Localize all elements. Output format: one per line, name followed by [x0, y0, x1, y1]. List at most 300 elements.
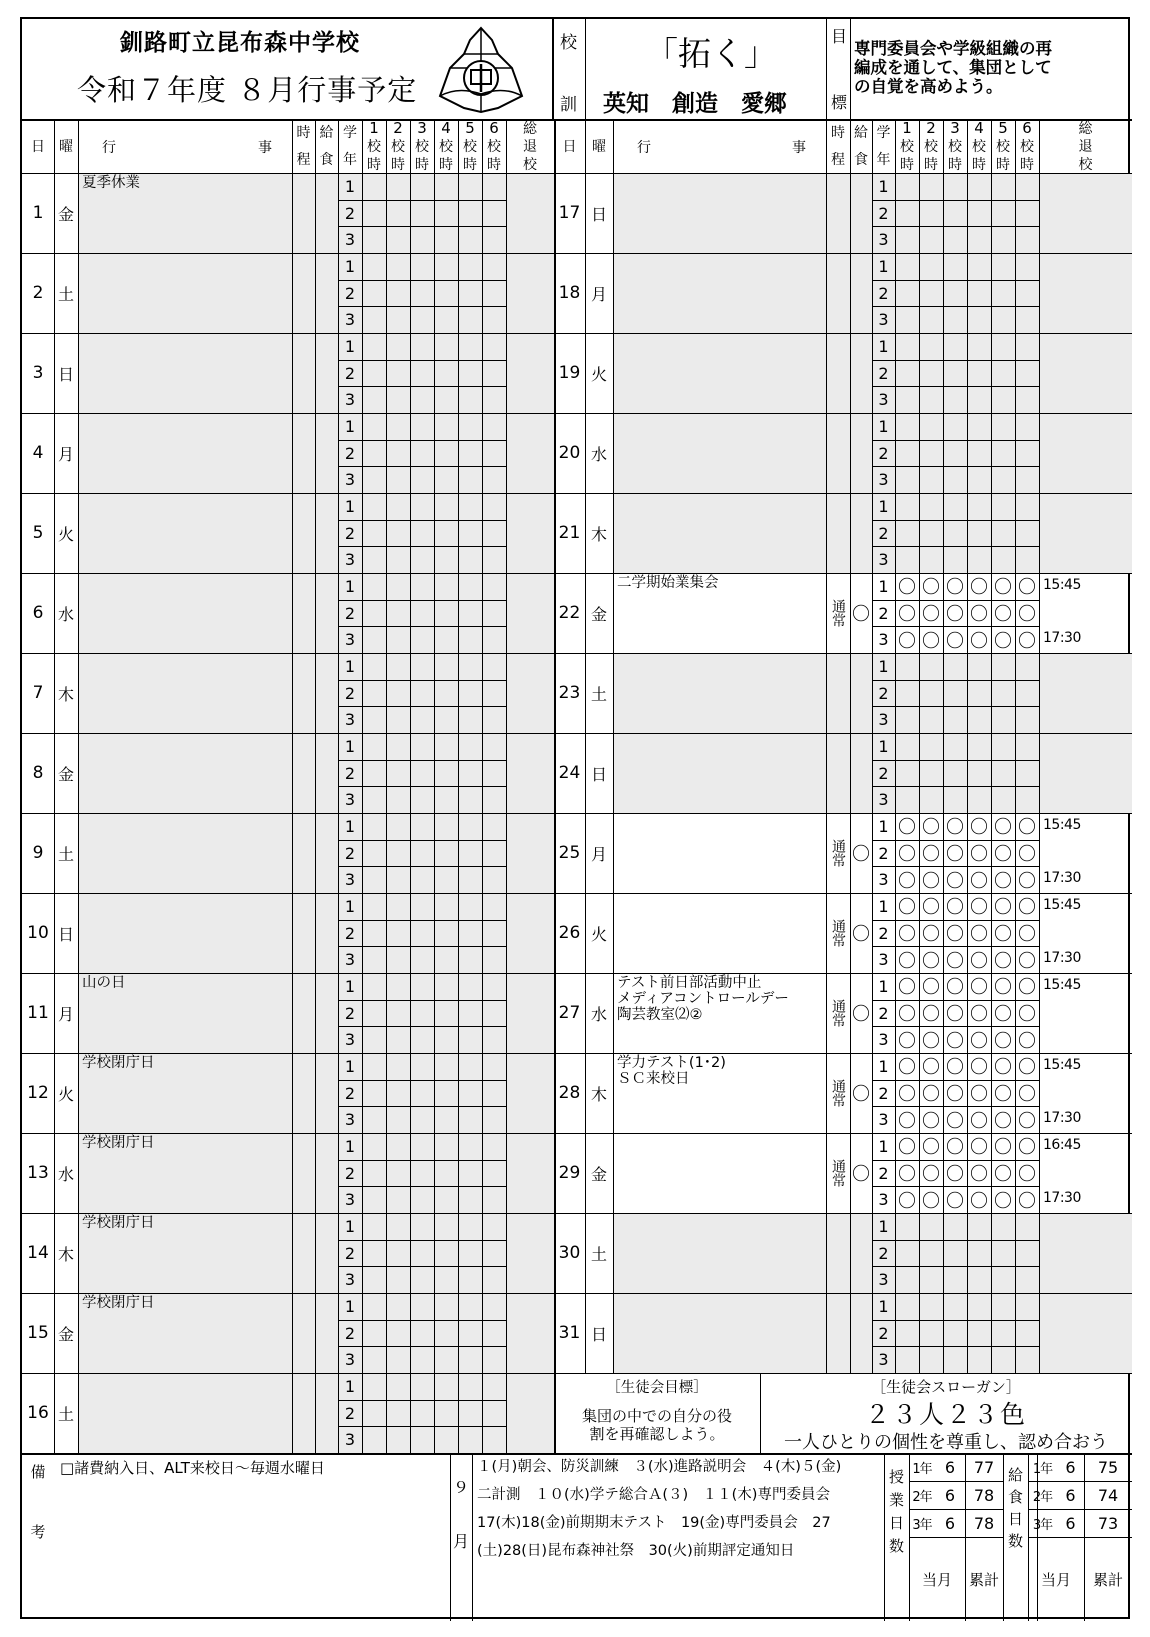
left-col-period-3-0: 3 [417, 119, 427, 137]
grid-line [22, 253, 554, 254]
right-weekday: 水 [590, 1004, 607, 1024]
right-period-mark: 〇 [946, 604, 964, 626]
left-grade-number: 3 [344, 1190, 356, 1210]
right-period-mark: 〇 [922, 1190, 940, 1212]
right-grade-number: 1 [878, 496, 889, 516]
left-col-period-3-2: 時 [415, 157, 429, 173]
left-grade-number: 2 [344, 1003, 356, 1023]
grid-line [338, 1240, 506, 1241]
right-event-text: 学力テスト(1･2) [617, 1055, 726, 1071]
left-weekday: 金 [57, 204, 74, 224]
right-period-mark: 〇 [898, 1057, 916, 1079]
left-col-period-6-0: 6 [489, 119, 499, 137]
right-grade-number: 3 [878, 630, 889, 650]
grid-line [872, 386, 1039, 387]
right-period-mark: 〇 [922, 1084, 940, 1106]
grid-line [386, 119, 387, 1453]
grid-line [613, 119, 614, 1373]
left-event-text: 学校閉庁日 [82, 1055, 155, 1071]
grid-line [554, 333, 1132, 334]
right-grade-number: 1 [878, 256, 889, 276]
grid-line [338, 226, 506, 227]
grid-line [22, 1053, 554, 1054]
right-day-number: 28 [558, 1083, 581, 1103]
right-period-mark: 〇 [994, 950, 1012, 972]
left-weekday: 日 [57, 924, 74, 944]
right-col-dismissal-1: 退 [1078, 139, 1093, 155]
council-slogan-main: ２３人２３色 [864, 1400, 1027, 1429]
right-period-mark: 〇 [994, 1084, 1012, 1106]
right-period-mark: 〇 [970, 1084, 988, 1106]
right-grade-number: 2 [878, 843, 889, 863]
left-grade-number: 2 [344, 603, 356, 623]
right-schedule-text: 通常 [830, 1079, 846, 1107]
grid-line [338, 440, 506, 441]
left-col-weekday: 曜 [59, 139, 73, 155]
left-col-period-5-0: 5 [465, 119, 475, 137]
left-weekday: 水 [57, 604, 74, 624]
left-grade-number: 1 [344, 496, 356, 516]
right-grade-number: 1 [878, 576, 889, 596]
right-period-mark: 〇 [922, 630, 940, 652]
motto-label-2: 訓 [560, 95, 577, 115]
left-grade-number: 3 [344, 710, 356, 730]
right-period-mark: 〇 [970, 977, 988, 999]
grid-line [554, 973, 1132, 974]
left-col-event-right: 事 [258, 140, 272, 156]
right-period-mark: 〇 [922, 1057, 940, 1079]
right-col-period-2-2: 時 [924, 157, 938, 173]
grid-line [585, 119, 586, 1373]
grid-line [872, 226, 1039, 227]
grid-line [872, 1160, 1039, 1161]
grid-line [434, 119, 435, 1453]
remarks-label-2: 考 [30, 1522, 46, 1541]
right-col-period-4-0: 4 [974, 119, 984, 137]
left-grade-number: 3 [344, 1270, 356, 1290]
grid-line [554, 573, 1132, 574]
grid-line [338, 1000, 506, 1001]
left-col-period-1-2: 時 [367, 157, 381, 173]
grid-line [872, 760, 1039, 761]
left-col-period-2-0: 2 [393, 119, 403, 137]
left-weekday: 土 [57, 844, 74, 864]
grid-line [338, 520, 506, 521]
left-day-number: 14 [27, 1243, 49, 1263]
left-weekday: 金 [57, 764, 74, 784]
right-period-mark: 〇 [1018, 1190, 1036, 1212]
right-period-mark: 〇 [1018, 977, 1036, 999]
right-weekday: 日 [590, 204, 607, 224]
right-grade-number: 1 [878, 1056, 889, 1076]
right-col-period-5-2: 時 [996, 157, 1010, 173]
right-grade-number: 2 [878, 443, 889, 463]
lunch-days-month-label: 当月 [1040, 1570, 1071, 1589]
right-grade-number: 2 [878, 1323, 889, 1343]
right-grade-number: 3 [878, 1110, 889, 1130]
class-days-total: 78 [973, 1513, 995, 1533]
right-period-mark: 〇 [1018, 924, 1036, 946]
right-grade-number: 1 [878, 336, 889, 356]
right-period-mark: 〇 [898, 950, 916, 972]
grid-line [338, 280, 506, 281]
left-grade-number: 2 [344, 1323, 356, 1343]
motto-label-1: 校 [560, 33, 577, 53]
right-grade-number: 3 [878, 1190, 889, 1210]
left-col-grade-a: 学 [343, 125, 357, 141]
right-weekday: 土 [590, 684, 607, 704]
left-grade-number: 3 [344, 230, 356, 250]
left-grade-number: 1 [344, 816, 356, 836]
left-day-number: 16 [27, 1403, 49, 1423]
right-period-mark: 〇 [898, 1004, 916, 1026]
class-days-total: 77 [973, 1457, 995, 1477]
right-grade-number: 2 [878, 203, 889, 223]
right-period-mark: 〇 [970, 870, 988, 892]
grid-line [872, 946, 1039, 947]
grid-line [22, 573, 554, 574]
grid-line [338, 1400, 506, 1401]
right-period-mark: 〇 [970, 577, 988, 599]
lunch-days-label: 食 [1007, 1487, 1023, 1506]
right-period-mark: 〇 [898, 577, 916, 599]
right-day-number: 21 [558, 523, 581, 543]
grid-line [872, 1240, 1039, 1241]
right-period-mark: 〇 [994, 1190, 1012, 1212]
right-grade-number: 1 [878, 416, 889, 436]
grid-line [338, 1186, 506, 1187]
grid-line [919, 119, 920, 1373]
right-period-mark: 〇 [898, 844, 916, 866]
left-grade-number: 2 [344, 843, 356, 863]
schedule-sheet [20, 17, 1130, 1619]
right-period-mark: 〇 [994, 577, 1012, 599]
grid-line [872, 1000, 1039, 1001]
right-col-grade-a: 学 [876, 125, 891, 141]
right-period-mark: 〇 [994, 870, 1012, 892]
left-day-number: 5 [32, 523, 44, 543]
right-weekday: 日 [590, 764, 607, 784]
right-grade-number: 2 [878, 923, 889, 943]
grid-line [872, 1186, 1039, 1187]
right-period-mark: 〇 [922, 577, 940, 599]
class-days-month: 6 [944, 1457, 956, 1477]
right-schedule-text: 通常 [830, 599, 846, 627]
class-days-label: 授 [888, 1468, 904, 1486]
right-period-mark: 〇 [946, 950, 964, 972]
right-col-period-1-1: 校 [900, 139, 914, 155]
right-period-mark: 〇 [970, 897, 988, 919]
right-col-dismissal-0: 総 [1078, 121, 1093, 137]
lunch-days-label: 給 [1007, 1465, 1023, 1484]
grid-line [872, 1266, 1039, 1267]
grid-line [458, 119, 459, 1453]
left-event-text: 学校閉庁日 [82, 1135, 155, 1151]
grid-line [338, 1026, 506, 1027]
left-grade-number: 3 [344, 1350, 356, 1370]
right-grade-number: 3 [878, 550, 889, 570]
left-weekday: 月 [57, 444, 74, 464]
goal-text-line: 編成を通して、集団として [854, 58, 1052, 77]
grid-line [22, 1293, 554, 1294]
left-grade-number: 1 [344, 656, 356, 676]
right-period-mark: 〇 [1018, 604, 1036, 626]
september-line: １(月)朝会、防災訓練 ３(水)進路説明会 ４(木)５(金) [477, 1459, 842, 1475]
right-period-mark: 〇 [946, 1030, 964, 1052]
right-weekday: 水 [590, 444, 607, 464]
left-grade-number: 2 [344, 363, 356, 383]
grid-line [362, 119, 363, 1453]
left-grade-number: 1 [344, 576, 356, 596]
right-dismissal-bottom: 17:30 [1043, 1110, 1081, 1126]
right-event-text: 陶芸教室⑵② [617, 1007, 703, 1023]
grid-line [338, 786, 506, 787]
right-period-mark: 〇 [898, 1137, 916, 1159]
right-col-schedule-b: 程 [831, 152, 845, 168]
right-period-mark: 〇 [922, 1110, 940, 1132]
right-period-mark: 〇 [898, 1164, 916, 1186]
right-period-mark: 〇 [922, 924, 940, 946]
grid-line [554, 253, 1132, 254]
right-day-number: 30 [558, 1243, 581, 1263]
goal-label-2: 標 [831, 93, 848, 112]
grid-line [482, 119, 483, 1453]
left-day-number: 10 [27, 923, 49, 943]
right-period-mark: 〇 [922, 1164, 940, 1186]
left-col-day: 日 [31, 139, 45, 155]
grid-line [872, 119, 873, 1373]
right-grade-number: 3 [878, 470, 889, 490]
grid-line [872, 440, 1039, 441]
grid-line [872, 866, 1039, 867]
left-weekday: 木 [57, 684, 74, 704]
right-grade-number: 3 [878, 230, 889, 250]
right-grade-number: 2 [878, 763, 889, 783]
grid-line [585, 19, 586, 119]
september-line: 17(木)18(金)前期期末テスト 19(金)専門委員会 27 [477, 1515, 831, 1531]
right-event-text: メディアコントロールデー [617, 991, 789, 1007]
right-period-mark: 〇 [994, 817, 1012, 839]
left-weekday: 月 [57, 1004, 74, 1024]
right-period-mark: 〇 [970, 1004, 988, 1026]
left-col-lunch-a: 給 [319, 125, 334, 141]
lunch-days-total: 73 [1097, 1513, 1119, 1533]
right-period-mark: 〇 [898, 1190, 916, 1212]
grid-line [872, 1346, 1039, 1347]
right-period-mark: 〇 [994, 1164, 1012, 1186]
left-grade-number: 2 [344, 1163, 356, 1183]
september-line: (土)28(日)昆布森神社祭 30(火)前期評定通知日 [477, 1543, 795, 1559]
grid-line [554, 813, 1132, 814]
grid-line [338, 546, 506, 547]
right-period-mark: 〇 [994, 1004, 1012, 1026]
right-weekday: 火 [590, 924, 607, 944]
right-weekday: 土 [590, 1244, 607, 1264]
right-col-period-4-1: 校 [972, 139, 986, 155]
grid-line [872, 546, 1039, 547]
grid-line [54, 119, 55, 1453]
right-col-period-6-2: 時 [1020, 157, 1034, 173]
grid-line [338, 706, 506, 707]
right-day-number: 25 [558, 843, 581, 863]
grid-line [554, 1053, 1132, 1054]
right-period-mark: 〇 [898, 630, 916, 652]
grid-line [554, 119, 556, 1453]
right-period-mark: 〇 [922, 977, 940, 999]
motto-main: 「拓く」 [645, 34, 777, 73]
right-period-mark: 〇 [1018, 950, 1036, 972]
right-period-mark: 〇 [898, 1030, 916, 1052]
right-period-mark: 〇 [946, 977, 964, 999]
council-goal-text: 集団の中での自分の役 [581, 1406, 732, 1425]
right-weekday: 月 [590, 284, 607, 304]
left-day-number: 2 [32, 283, 44, 303]
left-grade-number: 1 [344, 176, 356, 196]
left-grade-number: 3 [344, 630, 356, 650]
grid-line [22, 173, 1132, 174]
right-grade-number: 1 [878, 976, 889, 996]
september-label-2: 月 [452, 1531, 469, 1551]
left-grade-number: 1 [344, 1376, 356, 1396]
grid-line [22, 1213, 554, 1214]
grid-line [22, 653, 554, 654]
right-col-lunch-b: 食 [854, 152, 868, 168]
right-grade-number: 3 [878, 310, 889, 330]
grid-line [22, 413, 554, 414]
right-period-mark: 〇 [946, 577, 964, 599]
left-col-period-5-1: 校 [463, 139, 477, 155]
grid-line [292, 119, 293, 1453]
right-period-mark: 〇 [946, 1004, 964, 1026]
goal-text-line: の自覚を高めよう。 [854, 77, 1003, 96]
right-grade-number: 3 [878, 870, 889, 890]
left-day-number: 15 [27, 1323, 49, 1343]
grid-line [554, 893, 1132, 894]
left-grade-number: 1 [344, 256, 356, 276]
grid-line [554, 653, 1132, 654]
grid-line [338, 1160, 506, 1161]
left-grade-number: 2 [344, 1243, 356, 1263]
left-grade-number: 3 [344, 1110, 356, 1130]
right-col-event-left: 行 [637, 140, 651, 156]
right-period-mark: 〇 [994, 924, 1012, 946]
grid-line [22, 333, 554, 334]
plan-title: 令和７年度 ８月行事予定 [77, 73, 418, 107]
right-period-mark: 〇 [922, 844, 940, 866]
right-col-period-3-1: 校 [948, 139, 962, 155]
right-period-mark: 〇 [994, 844, 1012, 866]
left-grade-number: 2 [344, 283, 356, 303]
right-col-schedule-a: 時 [831, 125, 845, 141]
right-dismissal-top: 15:45 [1043, 897, 1081, 913]
grid-line [506, 119, 507, 1453]
right-weekday: 金 [590, 1164, 607, 1184]
left-grade-number: 1 [344, 1056, 356, 1076]
right-period-mark: 〇 [898, 870, 916, 892]
right-day-number: 29 [558, 1163, 581, 1183]
grid-line [826, 119, 827, 1373]
left-grade-number: 2 [344, 203, 356, 223]
grid-line [872, 920, 1039, 921]
lunch-days-grade: 1年 [1032, 1461, 1053, 1477]
class-days-grade: 3年 [912, 1517, 932, 1533]
grid-line [872, 706, 1039, 707]
right-period-mark: 〇 [994, 604, 1012, 626]
left-col-period-1-1: 校 [367, 139, 381, 155]
grid-line [554, 413, 1132, 414]
grid-line [338, 840, 506, 841]
right-lunch-mark: 〇 [852, 1084, 870, 1105]
left-col-period-2-2: 時 [391, 157, 405, 173]
right-grade-number: 1 [878, 656, 889, 676]
right-period-mark: 〇 [970, 924, 988, 946]
right-period-mark: 〇 [994, 977, 1012, 999]
right-period-mark: 〇 [1018, 1137, 1036, 1159]
right-grade-number: 1 [878, 1136, 889, 1156]
right-lunch-mark: 〇 [852, 1004, 870, 1025]
right-grade-number: 1 [878, 1296, 889, 1316]
right-grade-number: 3 [878, 950, 889, 970]
right-period-mark: 〇 [970, 1030, 988, 1052]
right-period-mark: 〇 [898, 604, 916, 626]
class-days-total: 78 [973, 1485, 995, 1505]
right-period-mark: 〇 [970, 1110, 988, 1132]
grid-line [554, 733, 1132, 734]
right-dismissal-top: 15:45 [1043, 577, 1081, 593]
left-grade-number: 1 [344, 1296, 356, 1316]
right-day-number: 31 [558, 1323, 581, 1343]
right-period-mark: 〇 [946, 1137, 964, 1159]
grid-line [338, 1346, 506, 1347]
right-period-mark: 〇 [898, 924, 916, 946]
left-col-dismissal-0: 総 [523, 121, 537, 137]
right-event-text: テスト前日部活動中止 [617, 975, 762, 991]
right-dismissal-top: 15:45 [1043, 1057, 1081, 1073]
left-weekday: 日 [57, 364, 74, 384]
left-day-number: 1 [32, 203, 44, 223]
grid-line [872, 840, 1039, 841]
left-grade-number: 2 [344, 923, 356, 943]
right-day-number: 18 [558, 283, 581, 303]
left-day-number: 12 [27, 1083, 49, 1103]
left-grade-number: 3 [344, 470, 356, 490]
right-grade-number: 2 [878, 363, 889, 383]
right-grade-number: 2 [878, 1003, 889, 1023]
right-dismissal-bottom: 17:30 [1043, 630, 1081, 646]
grid-line [338, 920, 506, 921]
right-weekday: 木 [590, 1084, 607, 1104]
left-weekday: 金 [57, 1324, 74, 1344]
right-period-mark: 〇 [1018, 870, 1036, 892]
class-days-total-label: 累計 [968, 1570, 999, 1589]
grid-line [991, 119, 992, 1373]
grid-line [338, 360, 506, 361]
grid-line [872, 626, 1039, 627]
grid-line [895, 119, 896, 1373]
right-period-mark: 〇 [1018, 897, 1036, 919]
right-period-mark: 〇 [970, 844, 988, 866]
grid-line [872, 200, 1039, 201]
grid-line [552, 19, 554, 119]
right-dismissal-bottom: 17:30 [1043, 950, 1081, 966]
grid-line [338, 466, 506, 467]
right-period-mark: 〇 [970, 1057, 988, 1079]
right-period-mark: 〇 [922, 897, 940, 919]
lunch-days-month: 6 [1065, 1513, 1076, 1533]
right-col-period-1-0: 1 [902, 119, 912, 137]
lunch-days-grade: 2年 [1032, 1489, 1053, 1505]
right-period-mark: 〇 [994, 630, 1012, 652]
